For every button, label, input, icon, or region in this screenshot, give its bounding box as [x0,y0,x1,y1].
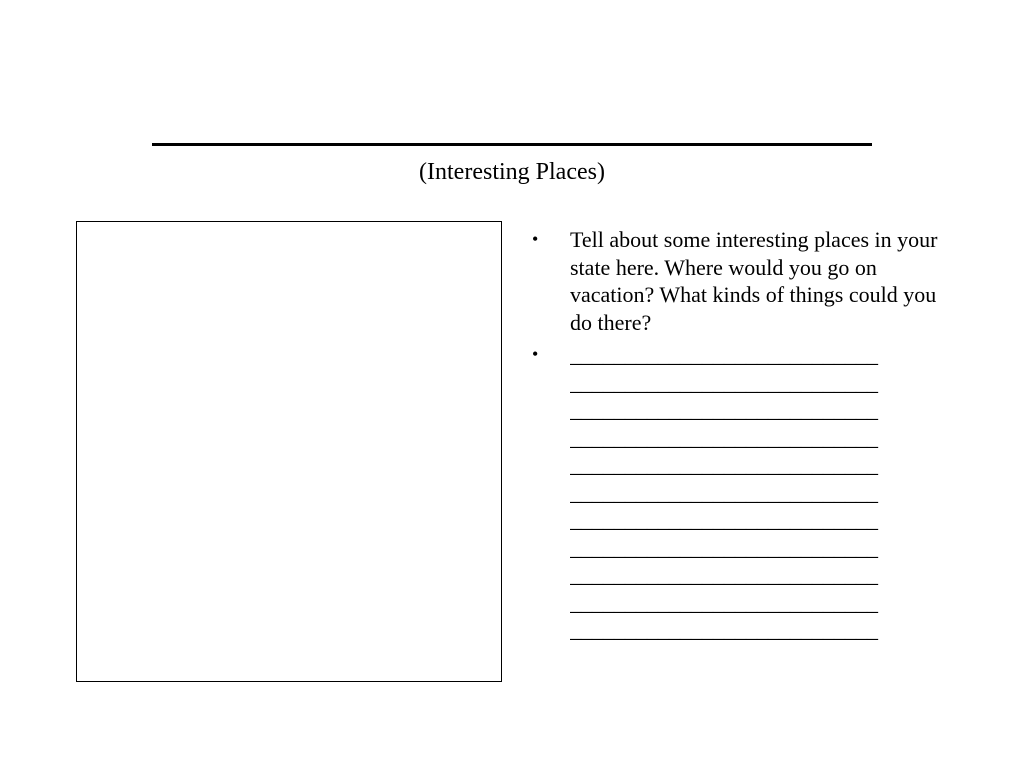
answer-line: ____________________________ [570,479,878,505]
answer-line: ____________________________ [570,507,878,532]
bullet-list [528,226,948,649]
bullet-icon: • [532,229,539,249]
title-blank-line [152,143,872,146]
answer-line: ____________________________ [570,617,878,642]
answer-line: ____________________________ [570,562,878,587]
answer-line: ____________________________ [570,397,878,422]
picture-placeholder-box [76,221,502,682]
answer-line: ____________________________ [570,369,878,395]
prompt-text: Tell about some interesting places in your state here. Where would you go on vacation? What kinds of things could you do there? [570,227,938,335]
bullet-item-prompt [528,226,948,336]
subtitle: (Interesting Places) [419,159,605,185]
answer-line: ____________________________ [570,589,878,615]
bullet-item-answer-lines [528,341,948,644]
answer-line: ____________________________ [570,424,878,450]
answer-line: ____________________________ [570,534,878,560]
answer-lines [570,341,940,644]
answer-line: ____________________________ [570,452,878,477]
answer-line: ____________________________ [570,342,878,367]
bullet-icon: • [532,344,539,364]
